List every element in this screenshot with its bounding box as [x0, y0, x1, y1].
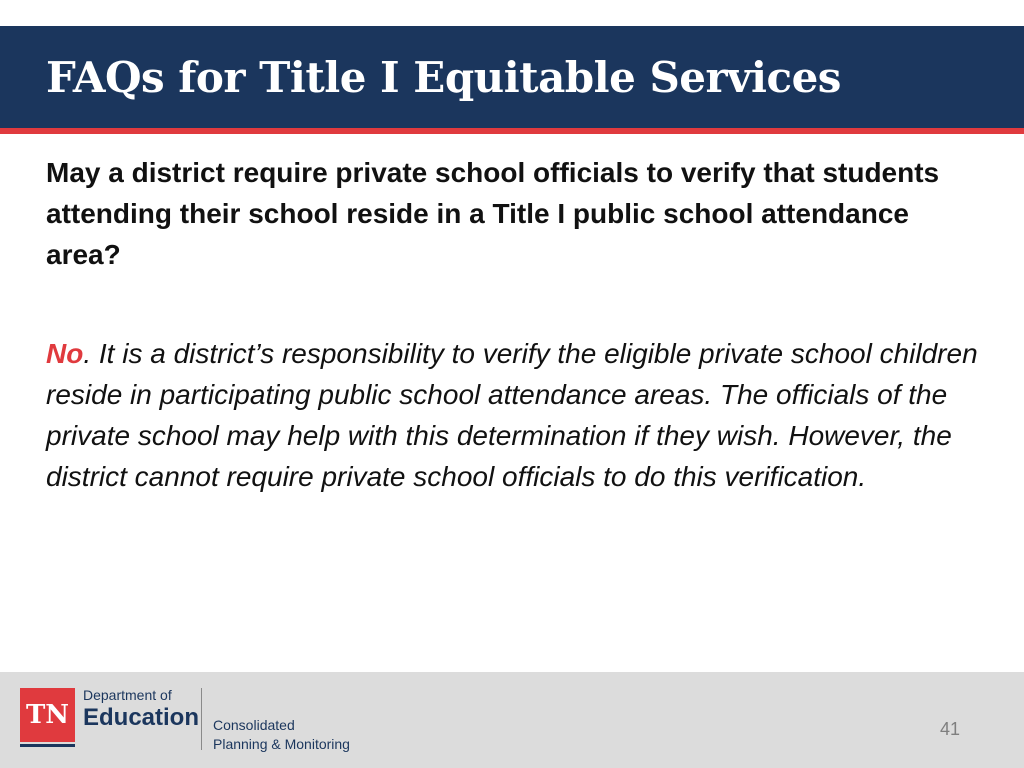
department-logo-line2: Education	[83, 704, 200, 731]
tn-logo-underline	[20, 744, 75, 747]
faq-answer-body: . It is a district’s responsibility to verify the eligible private school children reside in participating public school attendance areas. The officials of the private school may help with this determination if they wish. However, the district cannot require private school officials to do this verification.	[46, 338, 978, 492]
footer-bar	[0, 672, 1024, 768]
faq-answer-lead: No	[46, 338, 84, 369]
program-logo-line2: Planning & Monitoring	[213, 736, 350, 752]
logo-divider	[201, 688, 202, 750]
page-number: 41	[939, 719, 960, 739]
faq-answer	[46, 333, 986, 497]
program-logo-line1: Consolidated	[213, 717, 295, 733]
department-logo-line1: Department of	[83, 687, 172, 703]
faq-question: May a district require private school officials to verify that students attending their school reside in a Title I public school attendance area?	[46, 157, 940, 270]
title-banner-accent-stripe	[0, 128, 1024, 134]
tn-logo-mark: TN	[20, 688, 75, 742]
slide-title: FAQs for Title I Equitable Services	[46, 53, 841, 102]
